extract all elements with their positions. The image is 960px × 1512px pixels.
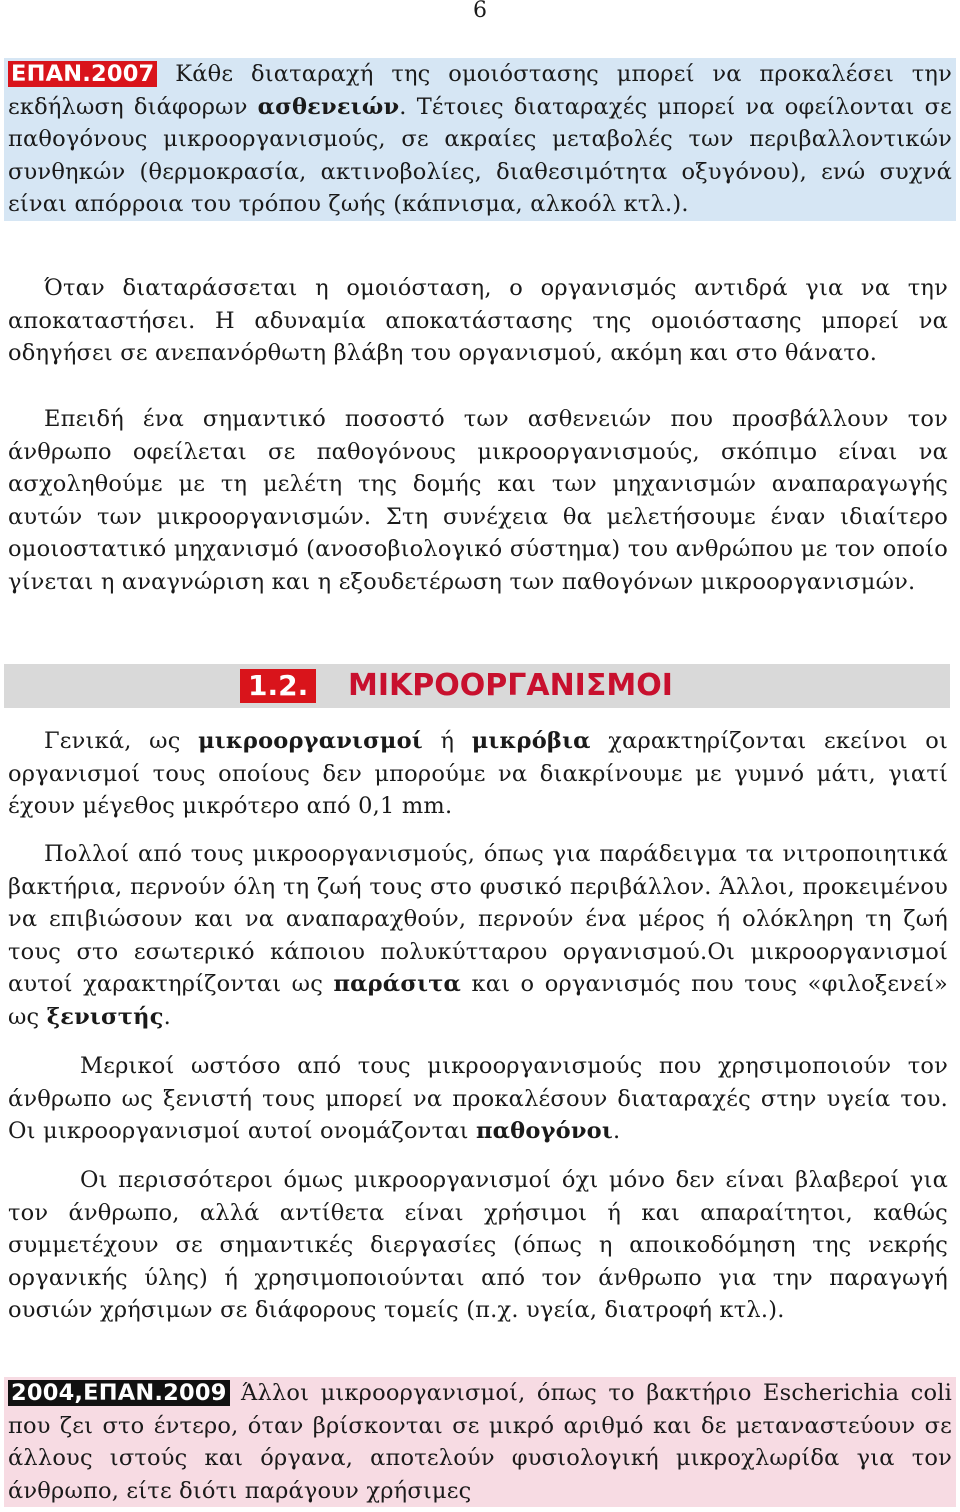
bold-term: μικροοργανισμοί: [198, 728, 423, 754]
exam-tag: ΕΠΑΝ.2007: [8, 61, 157, 87]
bold-term: μικρόβια: [471, 728, 591, 754]
paragraph-text: Πολλοί από τους μικροοργανισμούς, όπως για παράδειγμα τα νιτροποιητικά βακτήρια, περνούν όλη τη ζωή τους στο φυσικό περιβάλλον. Άλλοι, προκειμένου να επιβιώσουν και να αναπαραχθούν, περνούν ένα μέρος ή ολόκληρη τη ζωή τους στο εσωτερικό κάποιου πολυκύτταρου οργανισμού.Οι μικροοργανισμοί αυτοί χαρακτηρίζονται ως: [8, 841, 948, 997]
paragraph-text: Όταν διαταράσσεται η ομοιόσταση, ο οργανισμός αντιδρά για να την αποκαταστήσει. Η αδυναμία αποκατάστασης της ομοιόστασης μπορεί να οδηγήσει σε ανεπανόρθωτη βλάβη του οργανισμού, ακόμη και στο θάνατο.: [8, 275, 948, 366]
paragraph-text: Επειδή ένα σημαντικό ποσοστό των ασθενειών που προσβάλλουν τον άνθρωπο οφείλεται σε παθογόνους μικροοργανισμούς, σκόπιμο είναι να ασχοληθούμε με τη μελέτη της δομής και των μηχανισμών αναπαραγωγής αυτών των μικροοργανισμών. Στη συνέχεια θα μελετήσουμε έναν ιδιαίτερο ομοιοστατικό μηχανισμό (ανοσοβιολογικό σύστημα) του ανθρώπου με τον οποίο γίνεται η αναγνώριση και η εξουδετέρωση των παθογόνων μικροοργανισμών.: [8, 406, 948, 595]
paragraph-parasites: [8, 838, 948, 1033]
paragraph-text: χαρακτηρίζονται εκείνοι οι οργανισμοί τους οποίους δεν μπορούμε να διακρίνουμε με γυμνό μάτι, γιατί έχουν μέγεθος μικρότερο από 0,1 mm.: [8, 728, 949, 819]
paragraph-text: Άλλοι μικροοργανισμοί, όπως το βακτήριο Escherichia coli που ζει στο έντερο, όταν βρίσκονται σε μικρό αριθμό και δε μεταναστεύουν σε άλλους ιστούς και όργανα, αποτελούν φυσιολογική μικροχλωρίδα για τον άνθρωπο, είτε διότι παράγουν χρήσιμες: [8, 1380, 952, 1504]
highlighted-paragraph-homeostasis: [4, 58, 956, 221]
paragraph-useful-microorganisms: [8, 1164, 948, 1327]
paragraph-text: ή: [422, 728, 472, 754]
paragraph-text: .: [612, 1118, 621, 1144]
paragraph-text: Οι περισσότεροι όμως μικροοργανισμοί όχι μόνο δεν είναι βλαβεροί για τον άνθρωπο, αλλά αντίθετα είναι χρήσιμοι ή και απαραίτητοι, καθώς συμμετέχουν σε σημαντικές διεργασίες (όπως η αποικοδόμηση της νεκρής οργανικής ύλης) ή χρησιμοποιούνται από τον άνθρωπο για την παραγωγή ουσιών χρήσιμων σε διάφορους τομείς (π.χ. υγεία, διατροφή κτλ.).: [8, 1167, 948, 1323]
page-number: 6: [473, 0, 487, 23]
paragraph-homeostasis-disruption: [8, 272, 948, 370]
bold-term: παράσιτα: [333, 971, 462, 997]
paragraph-text: . Τέτοιες διαταραχές μπορεί να οφείλονται σε παθογόνους μικροοργανισμούς, σε ακραίες μεταβολές των περιβαλλοντικών συνθηκών (θερμοκρασία, ακτινοβολίες, διαθεσιμότητα οξυγόνου), ενώ συχνά είναι απόρροια του τρόπου ζωής (κάπνισμα, αλκοόλ κτλ.).: [8, 93, 952, 217]
paragraph-text: Γενικά, ως: [44, 728, 199, 754]
highlighted-paragraph-ecoli: [4, 1377, 956, 1507]
paragraph-text: Μερικοί ωστόσο από τους μικροοργανισμούς που χρησιμοποιούν τον άνθρωπο ως ξενιστή τους μπορεί να προκαλέσουν διαταραχές στην υγεία του. Οι μικροοργανισμοί αυτοί ονομάζονται: [8, 1053, 948, 1144]
bold-term: ξενιστής: [46, 1003, 164, 1030]
exam-tag: 2004,ΕΠΑΝ.2009: [8, 1380, 230, 1406]
bold-term: ασθενειών: [257, 93, 400, 120]
paragraph-text: και ο οργανισμός που τους «φιλοξενεί» ως: [8, 971, 948, 1030]
bold-term: παθογόνοι: [475, 1118, 613, 1144]
paragraph-text: Κάθε διαταραχή της ομοιόστασης μπορεί να προκαλέσει την εκδήλωση διάφορων: [8, 61, 952, 120]
paragraph-pathogenic: [8, 1050, 948, 1148]
paragraph-microorganisms-definition: [8, 725, 948, 823]
paragraph-text: .: [163, 1003, 171, 1030]
paragraph-pathogens-study: [8, 403, 948, 598]
section-title: ΜΙΚΡΟΟΡΓΑΝΙΣΜΟΙ: [348, 668, 673, 703]
section-heading: [4, 664, 950, 708]
section-number: 1.2.: [240, 669, 316, 703]
